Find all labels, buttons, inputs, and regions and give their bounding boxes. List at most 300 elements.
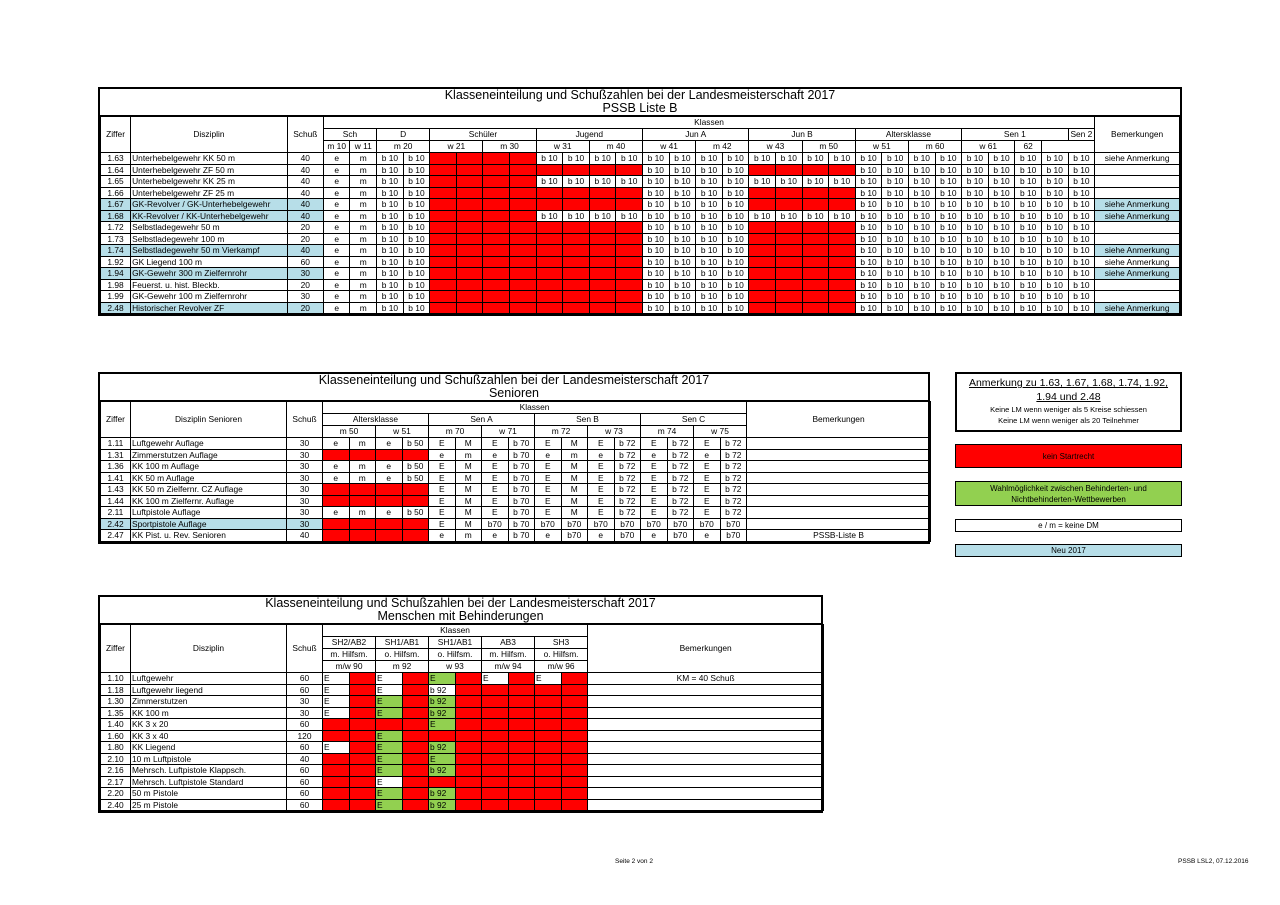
class-cell bbox=[775, 279, 802, 291]
class-cell bbox=[456, 268, 483, 280]
class-cell: b 10 bbox=[882, 222, 909, 234]
class-cell: E bbox=[641, 484, 668, 496]
class-cell bbox=[589, 291, 616, 303]
class-cell: b 10 bbox=[1041, 302, 1068, 314]
schuss: 40 bbox=[287, 176, 323, 188]
class-cell bbox=[402, 495, 429, 507]
class-group: Sen C bbox=[641, 414, 747, 426]
class-cell bbox=[829, 222, 856, 234]
class-cell: b 10 bbox=[1015, 210, 1042, 222]
ziffer: 1.35 bbox=[101, 707, 131, 719]
class-cell: b 10 bbox=[1015, 279, 1042, 291]
class-cell: E bbox=[376, 696, 403, 708]
class-cell: E bbox=[535, 673, 562, 685]
class-group: Sen A bbox=[429, 414, 535, 426]
table-row bbox=[101, 507, 931, 519]
class-cell: b 70 bbox=[508, 472, 535, 484]
class-cell bbox=[536, 245, 563, 257]
class-cell: M bbox=[455, 472, 482, 484]
class-cell bbox=[616, 164, 643, 176]
class-cell: b 10 bbox=[643, 256, 670, 268]
table-row bbox=[101, 461, 931, 473]
class-cell bbox=[456, 256, 483, 268]
class-cell bbox=[749, 187, 776, 199]
class-cell: E bbox=[482, 673, 509, 685]
class-cell bbox=[482, 730, 509, 742]
class-cell: b 10 bbox=[377, 302, 404, 314]
class-cell: E bbox=[429, 719, 456, 731]
class-cell bbox=[616, 256, 643, 268]
class-cell: b 10 bbox=[988, 291, 1015, 303]
class-cell: E bbox=[535, 438, 562, 450]
class-cell: E bbox=[535, 507, 562, 519]
class-cell: m bbox=[350, 164, 377, 176]
class-cell bbox=[483, 233, 510, 245]
class-cell: b 72 bbox=[667, 461, 694, 473]
class-cell bbox=[561, 765, 588, 777]
class-cell bbox=[482, 719, 509, 731]
class-cell: b70 bbox=[667, 518, 694, 530]
class-cell bbox=[535, 684, 562, 696]
class-cell: b 10 bbox=[1068, 302, 1095, 314]
table-row bbox=[101, 268, 1180, 280]
class-cell: b 10 bbox=[882, 153, 909, 165]
disziplin: GK Liegend 100 m bbox=[131, 256, 288, 268]
class-cell bbox=[402, 707, 429, 719]
class-cell: b 10 bbox=[377, 279, 404, 291]
class-cell: E bbox=[376, 765, 403, 777]
class-cell: b 10 bbox=[855, 268, 882, 280]
class-cell: b 10 bbox=[935, 164, 962, 176]
class-cell bbox=[508, 753, 535, 765]
table-row bbox=[101, 449, 931, 461]
class-cell: b 10 bbox=[377, 245, 404, 257]
class-cell: b 10 bbox=[988, 302, 1015, 314]
class-cell: b70 bbox=[482, 518, 509, 530]
class-cell bbox=[563, 279, 590, 291]
class-cell: b 10 bbox=[1041, 210, 1068, 222]
class-cell bbox=[456, 199, 483, 211]
class-cell bbox=[829, 199, 856, 211]
ziffer: 2.40 bbox=[101, 799, 131, 811]
class-cell: b 72 bbox=[720, 461, 747, 473]
class-cell: b 10 bbox=[935, 291, 962, 303]
class-cell: b70 bbox=[694, 518, 721, 530]
class-cell: b 10 bbox=[377, 210, 404, 222]
class-sub: w 71 bbox=[482, 426, 535, 438]
class-cell: b 10 bbox=[669, 291, 696, 303]
class-cell: E bbox=[535, 484, 562, 496]
class-cell: b 10 bbox=[855, 222, 882, 234]
class-cell bbox=[482, 696, 509, 708]
class-cell: b 10 bbox=[882, 279, 909, 291]
class-cell bbox=[563, 222, 590, 234]
col-bemerkungen: Bemerkungen bbox=[1095, 117, 1180, 153]
class-cell: e bbox=[376, 461, 403, 473]
disziplin: GK-Gewehr 300 m Zielfernrohr bbox=[131, 268, 288, 280]
class-cell bbox=[402, 788, 429, 800]
class-cell: b 10 bbox=[749, 210, 776, 222]
class-sub: w 43 bbox=[749, 141, 802, 153]
class-cell bbox=[430, 302, 457, 314]
class-cell: b 72 bbox=[720, 484, 747, 496]
class-cell: b 10 bbox=[722, 210, 749, 222]
class-cell: b 10 bbox=[1015, 153, 1042, 165]
class-group: o. Hilfsm. bbox=[376, 649, 429, 661]
class-cell: b 72 bbox=[720, 495, 747, 507]
class-cell: b70 bbox=[588, 518, 615, 530]
class-cell: b 10 bbox=[908, 268, 935, 280]
class-cell: b 10 bbox=[403, 222, 430, 234]
ziffer: 1.11 bbox=[101, 438, 131, 450]
class-cell: b 10 bbox=[1041, 153, 1068, 165]
class-cell bbox=[508, 684, 535, 696]
class-group: Sen B bbox=[535, 414, 641, 426]
class-cell: b 10 bbox=[775, 153, 802, 165]
class-cell bbox=[455, 753, 482, 765]
class-cell: b 10 bbox=[643, 302, 670, 314]
class-cell bbox=[563, 302, 590, 314]
class-cell: b 70 bbox=[508, 449, 535, 461]
class-cell bbox=[589, 187, 616, 199]
disziplin: 50 m Pistole bbox=[131, 788, 287, 800]
schuss: 60 bbox=[287, 684, 323, 696]
class-cell: b 10 bbox=[377, 291, 404, 303]
bemerkung bbox=[588, 776, 824, 788]
disziplin: Zimmerstutzen bbox=[131, 696, 287, 708]
class-cell: m bbox=[350, 233, 377, 245]
bemerkung bbox=[1095, 187, 1180, 199]
class-cell: E bbox=[588, 472, 615, 484]
class-cell bbox=[508, 742, 535, 754]
class-cell bbox=[749, 199, 776, 211]
page-number: Seite 2 von 2 bbox=[615, 858, 653, 865]
class-cell: b 10 bbox=[722, 233, 749, 245]
class-cell: b 10 bbox=[935, 302, 962, 314]
class-group: m. Hilfsm. bbox=[482, 649, 535, 661]
class-cell: b 10 bbox=[722, 245, 749, 257]
class-group: Sen 2 bbox=[1068, 129, 1095, 141]
class-cell bbox=[749, 164, 776, 176]
class-cell: b 10 bbox=[403, 233, 430, 245]
class-cell bbox=[508, 799, 535, 811]
note-line: Keine LM wenn weniger als 20 Teilnehmer bbox=[998, 416, 1139, 425]
class-cell: b 10 bbox=[722, 256, 749, 268]
bemerkung bbox=[1095, 176, 1180, 188]
class-group: m/w 94 bbox=[482, 661, 535, 673]
class-cell: b 10 bbox=[1041, 164, 1068, 176]
class-cell: b 10 bbox=[802, 176, 829, 188]
class-cell: b70 bbox=[561, 530, 588, 542]
bemerkung bbox=[747, 495, 931, 507]
class-group: Altersklasse bbox=[323, 414, 429, 426]
disziplin: Selbstladegewehr 100 m bbox=[131, 233, 288, 245]
class-cell: b 10 bbox=[722, 176, 749, 188]
class-cell: b 10 bbox=[722, 199, 749, 211]
class-cell bbox=[802, 233, 829, 245]
class-cell bbox=[323, 776, 350, 788]
class-cell bbox=[510, 268, 537, 280]
class-cell: b 70 bbox=[508, 518, 535, 530]
class-cell bbox=[535, 799, 562, 811]
disziplin: Unterhebelgewehr KK 25 m bbox=[131, 176, 288, 188]
class-cell: b 10 bbox=[377, 164, 404, 176]
class-cell: b 10 bbox=[669, 233, 696, 245]
ziffer: 2.10 bbox=[101, 753, 131, 765]
class-cell: b 10 bbox=[403, 302, 430, 314]
class-cell: b 10 bbox=[616, 210, 643, 222]
class-cell bbox=[561, 719, 588, 731]
class-cell bbox=[456, 233, 483, 245]
table-row bbox=[101, 673, 824, 685]
class-cell: b 10 bbox=[1041, 199, 1068, 211]
class-cell: b70 bbox=[641, 518, 668, 530]
class-cell: b 10 bbox=[855, 291, 882, 303]
col-schuss: Schuß bbox=[287, 117, 323, 153]
class-cell: m bbox=[350, 153, 377, 165]
class-cell: b70 bbox=[535, 518, 562, 530]
class-cell: b 92 bbox=[429, 707, 456, 719]
ziffer: 1.30 bbox=[101, 696, 131, 708]
class-cell bbox=[456, 187, 483, 199]
class-sub: w 61 bbox=[962, 141, 1015, 153]
class-cell: b 10 bbox=[962, 187, 989, 199]
class-sub: m 74 bbox=[641, 426, 694, 438]
class-sub: m 50 bbox=[802, 141, 855, 153]
class-cell bbox=[508, 730, 535, 742]
class-cell: E bbox=[376, 707, 403, 719]
class-cell bbox=[535, 707, 562, 719]
class-cell bbox=[456, 153, 483, 165]
class-cell bbox=[749, 256, 776, 268]
bemerkung: PSSB-Liste B bbox=[747, 530, 931, 542]
table-row bbox=[101, 176, 1180, 188]
class-cell: M bbox=[455, 518, 482, 530]
class-cell: m bbox=[349, 472, 376, 484]
class-cell bbox=[510, 279, 537, 291]
class-cell bbox=[402, 765, 429, 777]
class-cell: b70 bbox=[720, 518, 747, 530]
class-cell: b 10 bbox=[935, 256, 962, 268]
class-cell bbox=[561, 776, 588, 788]
class-cell: E bbox=[588, 461, 615, 473]
disziplin: KK 100 m Zielfernr. Auflage bbox=[131, 495, 287, 507]
class-cell: b 10 bbox=[908, 199, 935, 211]
class-cell: M bbox=[561, 472, 588, 484]
class-cell bbox=[483, 256, 510, 268]
class-cell: b 10 bbox=[988, 153, 1015, 165]
schuss: 40 bbox=[287, 187, 323, 199]
class-group: SH2/AB2 bbox=[323, 637, 376, 649]
class-group: AB3 bbox=[482, 637, 535, 649]
class-cell: b 10 bbox=[643, 233, 670, 245]
table-row bbox=[101, 788, 824, 800]
class-cell bbox=[349, 696, 376, 708]
class-cell: b 10 bbox=[643, 199, 670, 211]
class-cell: b70 bbox=[720, 530, 747, 542]
class-cell: b 10 bbox=[696, 302, 723, 314]
class-cell: b 10 bbox=[988, 233, 1015, 245]
class-cell bbox=[482, 684, 509, 696]
ziffer: 2.17 bbox=[101, 776, 131, 788]
class-cell bbox=[483, 176, 510, 188]
class-cell: e bbox=[323, 302, 350, 314]
table-row bbox=[101, 484, 931, 496]
class-cell: b 10 bbox=[935, 222, 962, 234]
class-cell bbox=[323, 799, 350, 811]
class-cell: E bbox=[376, 742, 403, 754]
class-cell: b 10 bbox=[988, 164, 1015, 176]
schuss: 120 bbox=[287, 730, 323, 742]
class-cell bbox=[455, 707, 482, 719]
class-cell bbox=[589, 302, 616, 314]
class-cell: e bbox=[323, 268, 350, 280]
class-cell bbox=[616, 291, 643, 303]
schuss: 30 bbox=[287, 507, 323, 519]
table-row bbox=[101, 256, 1180, 268]
class-cell bbox=[563, 187, 590, 199]
class-cell bbox=[616, 279, 643, 291]
class-cell: b 10 bbox=[377, 176, 404, 188]
class-cell bbox=[349, 707, 376, 719]
disziplin: KK 50 m Zielfernr. CZ Auflage bbox=[131, 484, 287, 496]
class-cell bbox=[483, 187, 510, 199]
class-cell bbox=[510, 222, 537, 234]
class-cell bbox=[455, 776, 482, 788]
ziffer: 1.36 bbox=[101, 461, 131, 473]
legend-green: Wahlmöglichkeit zwischen Behinderten- und Nichtbehinderten-Wettbewerben bbox=[955, 481, 1182, 506]
class-cell bbox=[535, 776, 562, 788]
class-cell: b 70 bbox=[508, 461, 535, 473]
class-cell: E bbox=[323, 707, 350, 719]
class-cell: b 10 bbox=[669, 153, 696, 165]
ziffer: 1.98 bbox=[101, 279, 131, 291]
class-cell: b 10 bbox=[855, 199, 882, 211]
bemerkung bbox=[1095, 279, 1180, 291]
class-cell: b 10 bbox=[403, 245, 430, 257]
class-cell: b 10 bbox=[1015, 302, 1042, 314]
class-cell: e bbox=[535, 449, 562, 461]
class-cell bbox=[483, 245, 510, 257]
schuss: 20 bbox=[287, 302, 323, 314]
class-cell: b 10 bbox=[775, 210, 802, 222]
class-cell bbox=[535, 730, 562, 742]
ziffer: 1.40 bbox=[101, 719, 131, 731]
class-cell: m bbox=[350, 256, 377, 268]
class-cell: b 10 bbox=[696, 256, 723, 268]
table-row bbox=[101, 472, 931, 484]
class-cell bbox=[483, 153, 510, 165]
disziplin: KK 100 m bbox=[131, 707, 287, 719]
class-cell: b 10 bbox=[403, 176, 430, 188]
class-cell: b 72 bbox=[720, 472, 747, 484]
class-cell: b 10 bbox=[563, 176, 590, 188]
class-cell: b 10 bbox=[935, 233, 962, 245]
bemerkung bbox=[588, 730, 824, 742]
class-cell: b 10 bbox=[669, 302, 696, 314]
class-cell: b 10 bbox=[669, 279, 696, 291]
class-cell: b 10 bbox=[403, 256, 430, 268]
class-cell: E bbox=[429, 461, 456, 473]
class-cell: b 10 bbox=[855, 302, 882, 314]
class-cell: b 10 bbox=[403, 279, 430, 291]
class-cell: b 10 bbox=[1041, 245, 1068, 257]
class-cell: b 10 bbox=[669, 210, 696, 222]
class-cell: b 10 bbox=[855, 176, 882, 188]
schuss: 30 bbox=[287, 268, 323, 280]
class-sub: m 72 bbox=[535, 426, 588, 438]
class-cell: b 10 bbox=[1015, 222, 1042, 234]
class-cell: m bbox=[350, 245, 377, 257]
class-cell: b 10 bbox=[696, 199, 723, 211]
class-cell: M bbox=[561, 484, 588, 496]
class-cell: b 10 bbox=[988, 245, 1015, 257]
class-cell: b 10 bbox=[988, 222, 1015, 234]
class-cell bbox=[376, 495, 403, 507]
class-cell: b 10 bbox=[882, 199, 909, 211]
class-cell: E bbox=[429, 518, 456, 530]
class-cell: b 10 bbox=[403, 153, 430, 165]
class-cell: E bbox=[535, 472, 562, 484]
class-cell: b 10 bbox=[1041, 222, 1068, 234]
class-cell bbox=[482, 776, 509, 788]
class-cell: b 10 bbox=[1068, 176, 1095, 188]
class-cell: b 10 bbox=[882, 233, 909, 245]
class-cell: e bbox=[588, 530, 615, 542]
class-cell: e bbox=[482, 449, 509, 461]
table-row bbox=[101, 753, 824, 765]
class-cell: E bbox=[641, 461, 668, 473]
class-cell bbox=[349, 684, 376, 696]
class-cell bbox=[561, 742, 588, 754]
class-cell: b 10 bbox=[882, 210, 909, 222]
ziffer: 1.31 bbox=[101, 449, 131, 461]
class-cell: b 72 bbox=[614, 461, 641, 473]
class-cell: b 10 bbox=[962, 176, 989, 188]
class-cell: b 10 bbox=[749, 153, 776, 165]
class-cell bbox=[536, 256, 563, 268]
class-cell: b 10 bbox=[908, 176, 935, 188]
class-sub: w 51 bbox=[855, 141, 908, 153]
table-row bbox=[101, 199, 1180, 211]
bemerkung bbox=[588, 684, 824, 696]
class-cell: E bbox=[694, 484, 721, 496]
class-cell: b 10 bbox=[855, 256, 882, 268]
class-cell: b 10 bbox=[935, 187, 962, 199]
class-cell bbox=[455, 788, 482, 800]
class-cell: E bbox=[429, 472, 456, 484]
class-cell bbox=[323, 719, 350, 731]
bemerkung bbox=[747, 518, 931, 530]
schuss: 30 bbox=[287, 484, 323, 496]
class-sub: 62 bbox=[1015, 141, 1042, 153]
class-cell: b 10 bbox=[855, 153, 882, 165]
table-behinderung bbox=[98, 595, 823, 813]
class-cell: b 10 bbox=[1068, 210, 1095, 222]
class-group: m/w 96 bbox=[535, 661, 588, 673]
class-cell: b 10 bbox=[935, 245, 962, 257]
class-cell bbox=[402, 753, 429, 765]
class-cell bbox=[829, 302, 856, 314]
table-row bbox=[101, 742, 824, 754]
class-cell bbox=[561, 799, 588, 811]
class-cell: b 10 bbox=[962, 199, 989, 211]
class-cell bbox=[349, 449, 376, 461]
class-sub: m 20 bbox=[377, 141, 430, 153]
table-row bbox=[101, 495, 931, 507]
class-cell: b 10 bbox=[696, 164, 723, 176]
class-cell bbox=[563, 199, 590, 211]
